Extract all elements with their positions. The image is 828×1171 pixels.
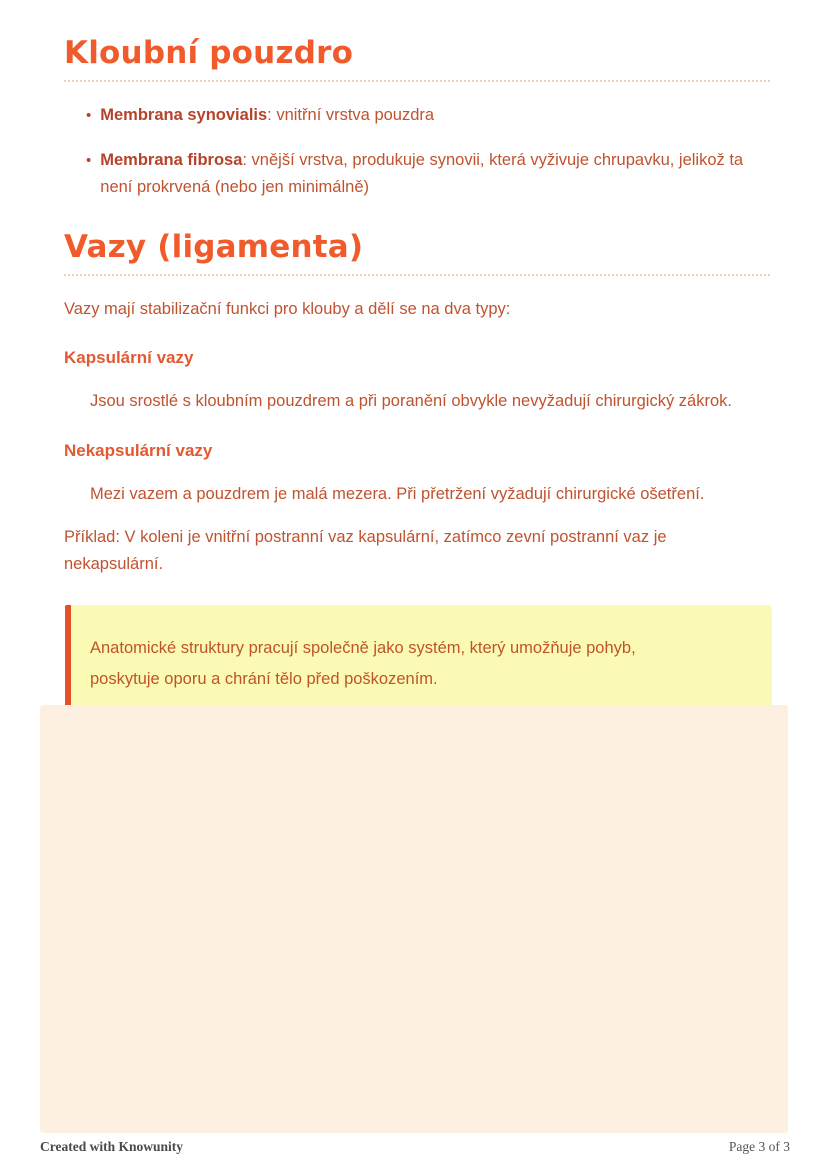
capsule-bullet-list: [64, 102, 770, 202]
footer-created-with: Created with Knowunity: [40, 1139, 184, 1154]
list-item: [86, 147, 770, 201]
bullet-term: Membrana fibrosa: [100, 151, 243, 170]
bullet-icon: •: [86, 152, 92, 170]
callout-text: Anatomické struktury pracují společně jako systém, který umožňuje pohyb, poskytuje oporu a chrání tělo před poškozením.: [90, 638, 636, 688]
page-content: [0, 36, 828, 723]
section-title-kloubni-pouzdro: Kloubní pouzdro: [64, 36, 770, 82]
bullet-rest: : vnější vrstva, produkuje synovii, která vyživuje chrupavku, jelikož ta není prokrvená (nebo jen minimálně): [100, 151, 744, 197]
bullet-text: [100, 102, 434, 129]
example-paragraph: Příklad: V koleni je vnitřní postranní vaz kapsulární, zatímco zevní postranní vaz je nekapsulární.: [64, 528, 667, 574]
nekapsularni-body-paragraph: Mezi vazem a pouzdrem je malá mezera. Při přetržení vyžadují chirurgické ošetření.: [90, 485, 705, 503]
section-title-vazy-ligamenta: Vazy (ligamenta): [64, 230, 770, 276]
kapsularni-body-paragraph: Jsou srostlé s kloubním pouzdrem a při poranění obvykle nevyžadují chirurgický zákrok.: [90, 392, 732, 411]
page-footer: [40, 1139, 790, 1155]
bullet-term: Membrana synovialis: [100, 105, 268, 124]
subheading-nekapsularni-vazy: Nekapsulární vazy: [64, 440, 213, 460]
bullet-rest: : vnitřní vrstva pouzdra: [267, 105, 435, 124]
footer-page-number: Page 3 of 3: [728, 1139, 790, 1154]
bullet-text: [100, 147, 770, 201]
ligaments-intro-paragraph: Vazy mají stabilizační funkci pro klouby a dělí se na dva typy:: [64, 299, 511, 318]
bullet-icon: •: [86, 106, 92, 124]
image-placeholder: [40, 705, 788, 1133]
list-item: [86, 102, 770, 129]
subheading-kapsularni-vazy: Kapsulární vazy: [64, 347, 194, 367]
